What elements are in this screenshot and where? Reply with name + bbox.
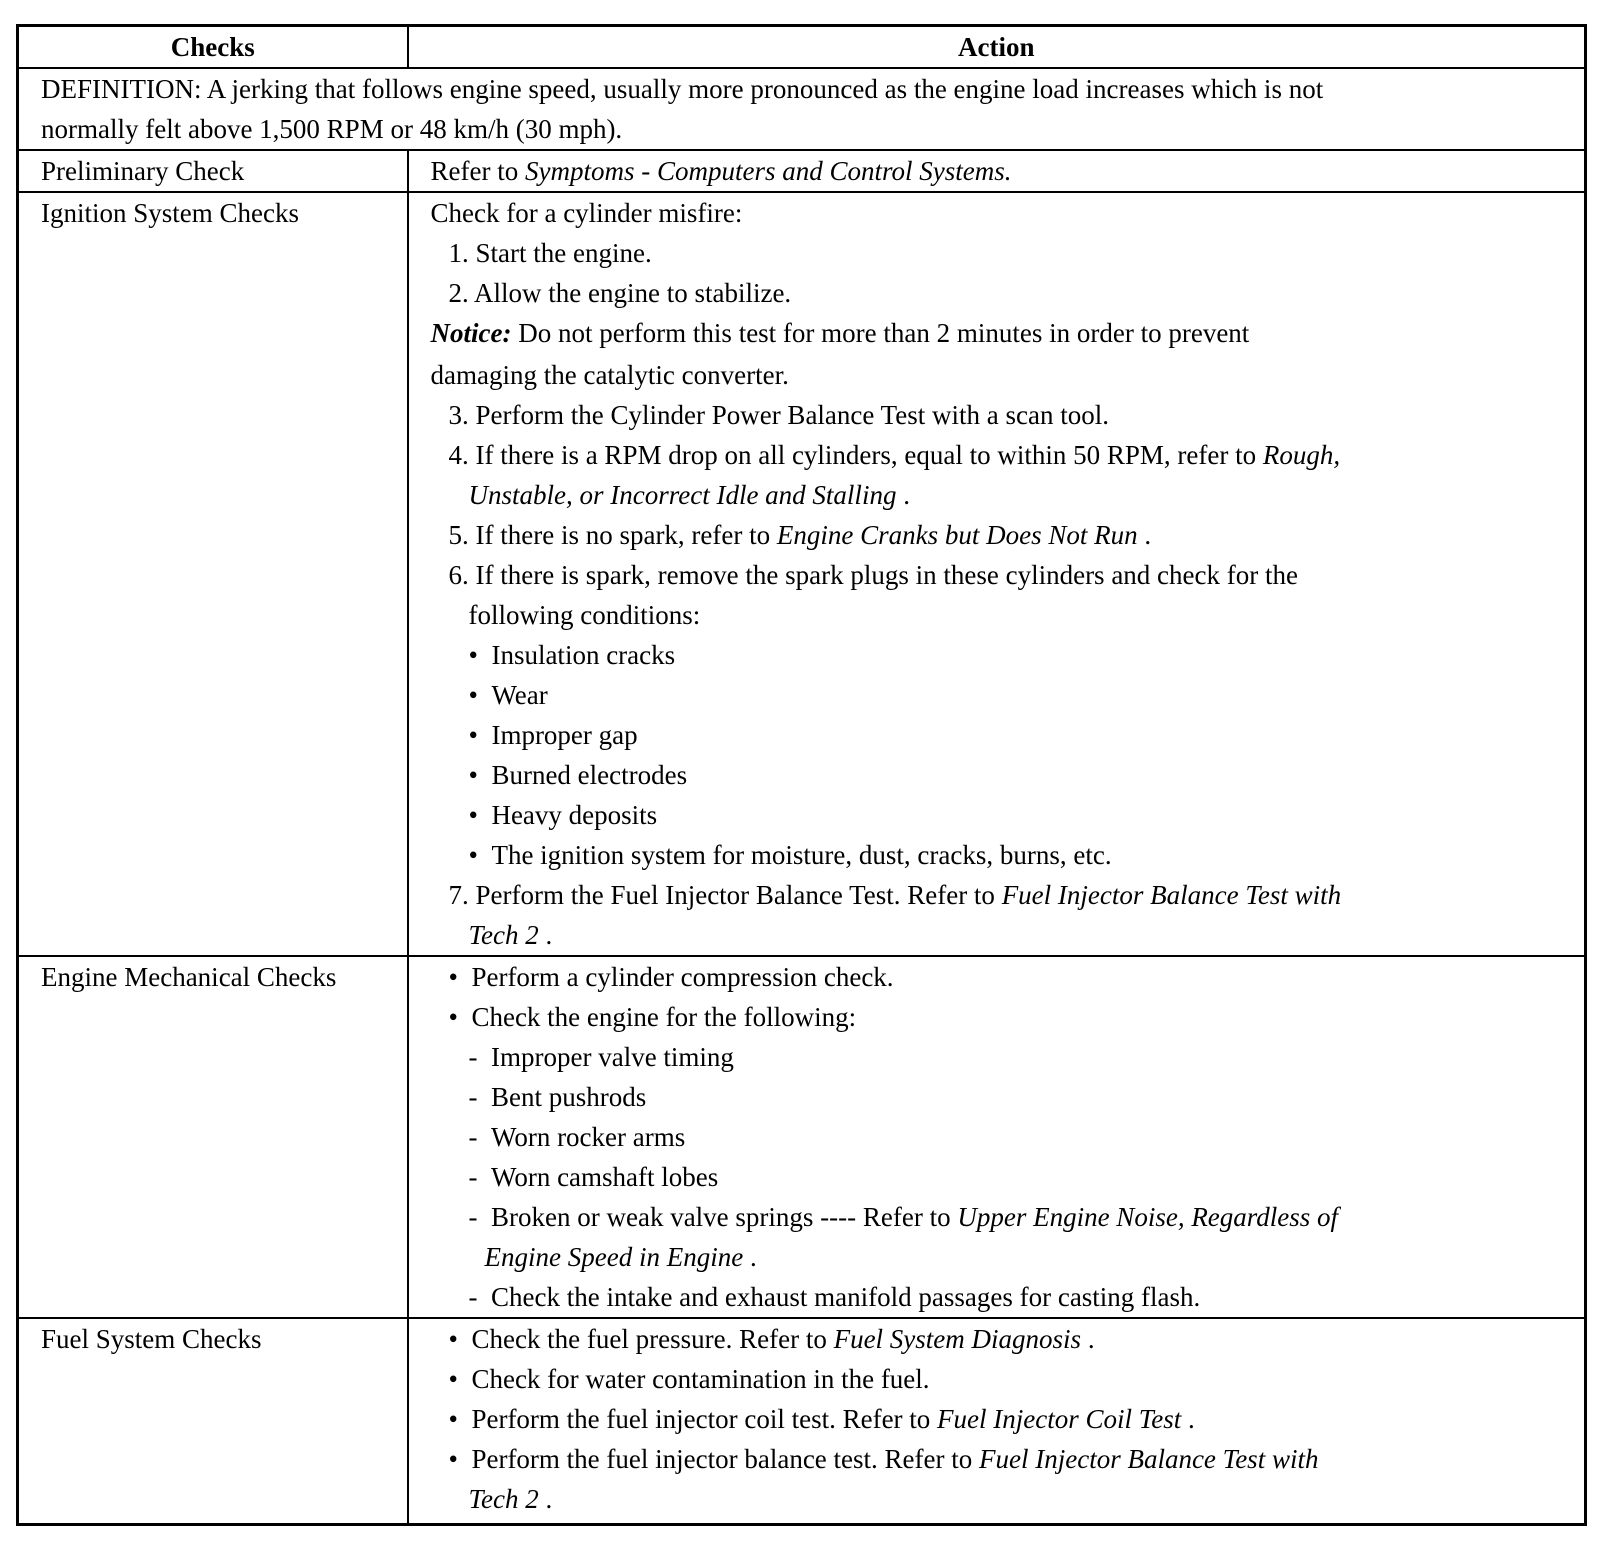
fuel-b3-link: Fuel Injector Coil Test — [937, 1404, 1182, 1434]
springs-text: Broken or weak valve springs ---- Refer to — [491, 1202, 958, 1232]
ignition-step-7-link-2: Tech 2 — [468, 920, 539, 950]
fuel-b2: • Check for water contamination in the fuel. — [431, 1359, 1577, 1399]
definition-row — [18, 68, 1586, 150]
ignition-step-2: 2. Allow the engine to stabilize. — [448, 278, 792, 308]
engine-bullet-2: • Check the engine for the following: — [431, 997, 1577, 1037]
notice-label: Notice: — [430, 318, 512, 348]
fuel-b4-end: . — [538, 1484, 553, 1514]
ignition-step-5-text: 5. If there is no spark, refer to — [448, 520, 777, 550]
engine-bullet-1: • Perform a cylinder compression check. — [431, 957, 1577, 997]
fuel-b1-link: Fuel System Diagnosis — [833, 1324, 1082, 1354]
ignition-step-6-line-2: following conditions: — [468, 600, 701, 630]
springs-link-2: Engine Speed — [484, 1242, 633, 1272]
definition-line-2: normally felt above 1,500 RPM or 48 km/h (30 mph). — [41, 114, 623, 144]
engine-item: - Bent pushrods — [431, 1077, 1577, 1117]
fuel-b1-end: . — [1081, 1324, 1095, 1354]
ignition-action — [408, 192, 1586, 956]
ignition-step-7-text: 7. Perform the Fuel Injector Balance Test. Refer to — [448, 880, 1002, 910]
ignition-row — [18, 192, 1586, 956]
ignition-label: Ignition System Checks — [18, 192, 408, 956]
engine-label: Engine Mechanical Checks — [18, 956, 408, 1318]
preliminary-action — [408, 150, 1586, 192]
preliminary-link: Symptoms - Computers and Control Systems. — [524, 156, 1012, 186]
preliminary-row — [18, 150, 1586, 192]
condition-item: • Improper gap — [431, 715, 1577, 755]
ignition-step-4-link-1: Rough, — [1262, 440, 1341, 470]
ignition-step-4-text: 4. If there is a RPM drop on all cylinders, equal to within 50 RPM, refer to — [448, 440, 1263, 470]
condition-item: • The ignition system for moisture, dust, cracks, burns, etc. — [431, 835, 1577, 875]
fuel-b4-link-1: Fuel Injector Balance Test with — [979, 1444, 1319, 1474]
fuel-action — [408, 1318, 1586, 1525]
ignition-step-7-end: . — [538, 920, 553, 950]
condition-item: • Heavy deposits — [431, 795, 1577, 835]
preliminary-label: Preliminary Check — [18, 150, 408, 192]
fuel-row — [18, 1318, 1586, 1525]
notice-text-2: damaging the catalytic converter. — [430, 360, 789, 390]
engine-row — [18, 956, 1586, 1318]
preliminary-refer: Refer to — [430, 156, 525, 186]
fuel-b1-text: Check the fuel pressure. Refer to — [471, 1324, 834, 1354]
ignition-step-3: 3. Perform the Cylinder Power Balance Test with a scan tool. — [448, 400, 1109, 430]
ignition-intro: Check for a cylinder misfire: — [430, 198, 743, 228]
header-row — [18, 26, 1586, 69]
notice-text-1: Do not perform this test for more than 2 minutes in order to prevent — [511, 318, 1250, 348]
ignition-step-6-line-1: 6. If there is spark, remove the spark plugs in these cylinders and check for the — [448, 560, 1298, 590]
ignition-step-5-link: Engine Cranks but Does Not Run — [776, 520, 1138, 550]
springs-link-1: Upper Engine Noise, Regardless of — [957, 1202, 1339, 1232]
fuel-b3-end: . — [1181, 1404, 1195, 1434]
checks-header: Checks — [18, 26, 408, 69]
engine-item: - Worn rocker arms — [431, 1117, 1577, 1157]
ignition-step-1: 1. Start the engine. — [448, 238, 652, 268]
ignition-step-7-link-1: Fuel Injector Balance Test with — [1001, 880, 1342, 910]
ignition-step-4-link-2: Unstable, or Incorrect Idle and Stalling — [468, 480, 897, 510]
fuel-b4-text: Perform the fuel injector balance test. Refer to — [471, 1444, 979, 1474]
diagnostic-table — [16, 24, 1587, 1526]
definition-cell — [18, 68, 1586, 150]
engine-intake: - Check the intake and exhaust manifold passages for casting flash. — [431, 1277, 1577, 1317]
condition-item: • Insulation cracks — [431, 635, 1577, 675]
engine-action — [408, 956, 1586, 1318]
fuel-label: Fuel System Checks — [18, 1318, 408, 1525]
fuel-b4-link-2: Tech 2 — [468, 1484, 539, 1514]
condition-item: • Wear — [431, 675, 1577, 715]
engine-item: - Worn camshaft lobes — [431, 1157, 1577, 1197]
condition-item: • Burned electrodes — [431, 755, 1577, 795]
engine-item: - Improper valve timing — [431, 1037, 1577, 1077]
ignition-step-4-end: . — [896, 480, 910, 510]
fuel-b3-text: Perform the fuel injector coil test. Refer to — [471, 1404, 938, 1434]
springs-in-engine: in Engine — [632, 1242, 744, 1272]
definition-line-1: DEFINITION: A jerking that follows engine speed, usually more pronounced as the engine load increases which is not — [41, 74, 1324, 104]
action-header: Action — [408, 26, 1586, 69]
springs-end: . — [743, 1242, 757, 1272]
ignition-step-5-end: . — [1137, 520, 1152, 550]
